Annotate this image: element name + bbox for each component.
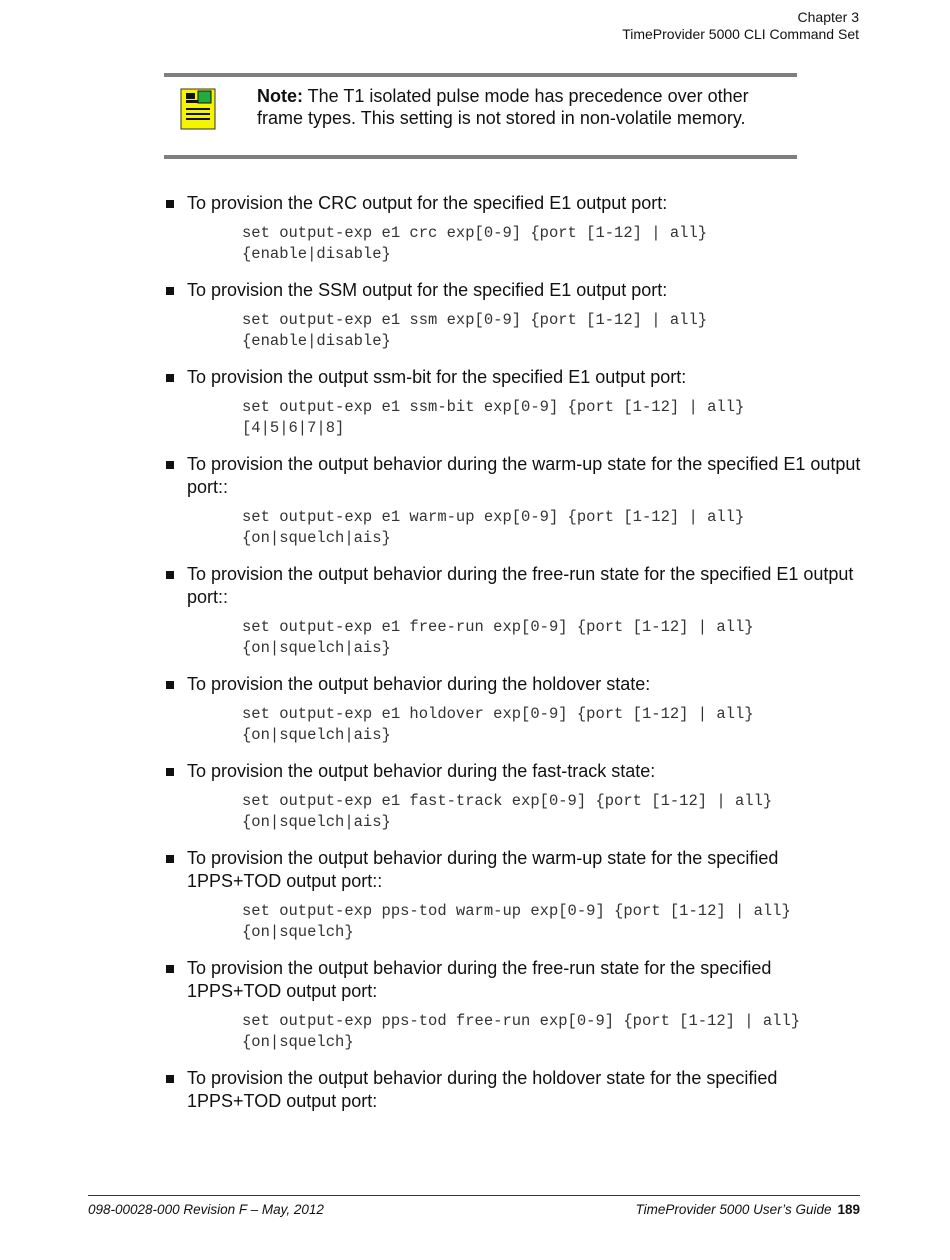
bullet-icon <box>166 287 174 295</box>
bullet-icon <box>166 461 174 469</box>
item-text: To provision the SSM output for the specified E1 output port: <box>187 280 668 300</box>
command-line: [4|5|6|7|8] <box>242 419 345 437</box>
command-syntax <box>242 223 864 265</box>
command-syntax <box>242 507 864 549</box>
command-line: set output-exp e1 ssm exp[0-9] {port [1-12] | all} <box>242 311 708 329</box>
command-line: set output-exp e1 free-run exp[0-9] {port [1-12] | all} <box>242 618 754 636</box>
command-line: set output-exp pps-tod warm-up exp[0-9] {port [1-12] | all} <box>242 902 791 920</box>
item-text: To provision the output behavior during the free-run state for the specified E1 output port:: <box>187 564 854 607</box>
note-box <box>164 73 797 159</box>
command-line: set output-exp e1 holdover exp[0-9] {port [1-12] | all} <box>242 705 754 723</box>
item-text: To provision the output behavior during the free-run state for the specified 1PPS+TOD output port: <box>187 958 772 1001</box>
bullet-icon <box>166 1075 174 1083</box>
item-text: To provision the output behavior during the warm-up state for the specified 1PPS+TOD output port:: <box>187 848 779 891</box>
command-line: set output-exp e1 warm-up exp[0-9] {port [1-12] | all} <box>242 508 745 526</box>
bullet-icon <box>166 965 174 973</box>
footer-doc-id: 098-00028-000 Revision F – May, 2012 <box>88 1202 324 1217</box>
item-text: To provision the output behavior during the warm-up state for the specified E1 output port:: <box>187 454 861 497</box>
command-line: set output-exp e1 fast-track exp[0-9] {port [1-12] | all} <box>242 792 773 810</box>
command-syntax <box>242 704 864 746</box>
note-icon <box>180 88 218 132</box>
note-text <box>257 85 787 129</box>
bullet-icon <box>166 200 174 208</box>
list-item <box>164 563 864 659</box>
footer-guide <box>636 1202 861 1217</box>
item-text: To provision the output ssm-bit for the specified E1 output port: <box>187 367 687 387</box>
list-item <box>164 192 864 265</box>
list-item <box>164 366 864 439</box>
command-line: {on|squelch} <box>242 1033 354 1051</box>
list-item <box>164 957 864 1053</box>
command-line: {enable|disable} <box>242 245 391 263</box>
command-line: set output-exp e1 ssm-bit exp[0-9] {port [1-12] | all} <box>242 398 745 416</box>
procedure-list <box>164 192 864 1127</box>
list-item <box>164 847 864 943</box>
command-line: {on|squelch|ais} <box>242 813 391 831</box>
list-item <box>164 453 864 549</box>
command-line: {on|squelch|ais} <box>242 529 391 547</box>
command-syntax <box>242 397 864 439</box>
bullet-icon <box>166 855 174 863</box>
command-line: set output-exp pps-tod free-run exp[0-9] {port [1-12] | all} <box>242 1012 801 1030</box>
list-item <box>164 760 864 833</box>
list-item <box>164 279 864 352</box>
chapter-label: Chapter 3 <box>797 9 859 25</box>
footer-divider <box>88 1195 860 1196</box>
bullet-icon <box>166 768 174 776</box>
command-syntax <box>242 310 864 352</box>
bullet-icon <box>166 681 174 689</box>
list-item <box>164 1067 864 1113</box>
page-header <box>622 9 859 43</box>
command-syntax <box>242 791 864 833</box>
command-syntax <box>242 617 864 659</box>
command-line: {on|squelch|ais} <box>242 639 391 657</box>
command-line: set output-exp e1 crc exp[0-9] {port [1-12] | all} <box>242 224 708 242</box>
item-text: To provision the output behavior during the holdover state for the specified 1PPS+TOD output port: <box>187 1068 778 1111</box>
item-text: To provision the output behavior during the holdover state: <box>187 674 651 694</box>
command-syntax <box>242 1011 864 1053</box>
command-line: {on|squelch|ais} <box>242 726 391 744</box>
bullet-icon <box>166 374 174 382</box>
command-line: {enable|disable} <box>242 332 391 350</box>
note-body: The T1 isolated pulse mode has precedence over other frame types. This setting is not stored in non-volatile memory. <box>257 86 749 128</box>
bullet-icon <box>166 571 174 579</box>
page-number: 189 <box>837 1202 860 1217</box>
item-text: To provision the CRC output for the specified E1 output port: <box>187 193 668 213</box>
command-syntax <box>242 901 864 943</box>
command-line: {on|squelch} <box>242 923 354 941</box>
section-title: TimeProvider 5000 CLI Command Set <box>622 26 859 42</box>
item-text: To provision the output behavior during the fast-track state: <box>187 761 656 781</box>
note-label: Note: <box>257 86 303 106</box>
footer-guide-title: TimeProvider 5000 User’s Guide <box>635 1202 832 1217</box>
list-item <box>164 673 864 746</box>
